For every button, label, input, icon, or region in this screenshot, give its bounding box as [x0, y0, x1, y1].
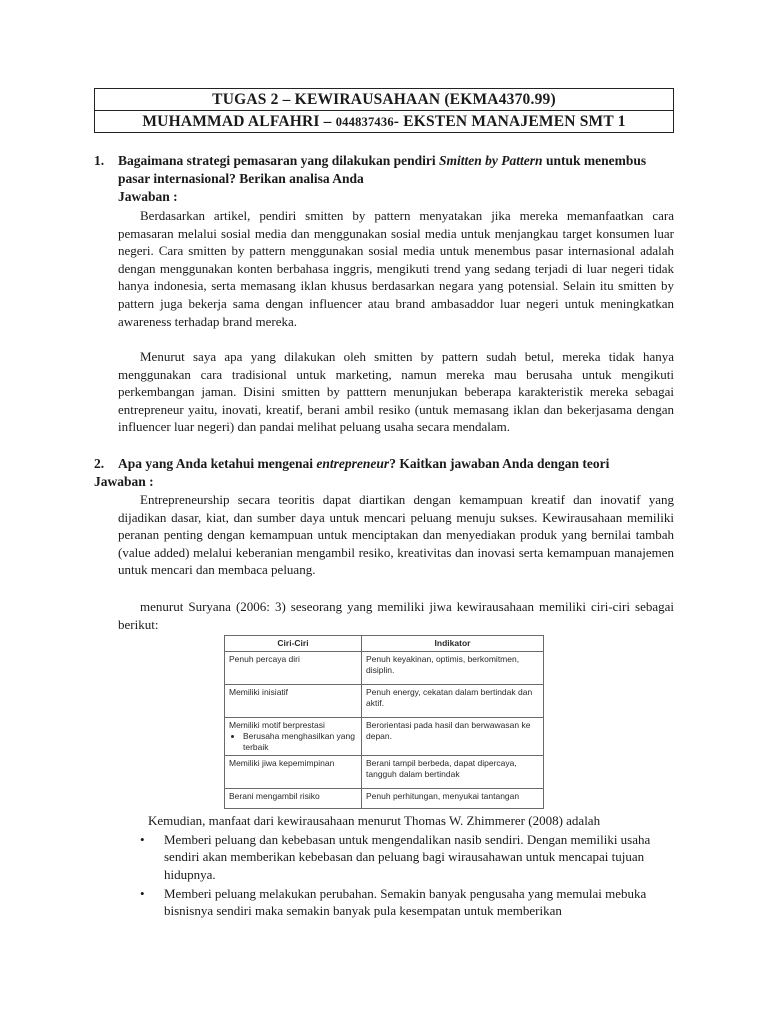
table-header-indikator: Indikator	[362, 636, 544, 652]
benefits-intro: Kemudian, manfaat dari kewirausahaan menurut Thomas W. Zhimmerer (2008) adalah	[148, 813, 601, 828]
table-row	[225, 685, 544, 718]
table-row	[225, 756, 544, 789]
answer-1-paragraph-1: Berdasarkan artikel, pendiri smitten by pattern menyatakan jika mereka memanfaatkan cara pemasaran melalui sosial media dan menggunakan sosial media untuk menjangkau target konsumen luar negeri. Cara smitten by pattern menggunakan sosial media untuk menembus pasar internasional adalah dengan menggunakan konten berbahasa inggris, mengikuti trend yang sedang terjadi di luar negeri tidak hanya indonesia, serta memasang iklan khusus berdasarkan negara yang potensial. Selain itu smitten by pattern juga bekerja sama dengan influencer atau brand ambasaddor luar negeri untuk meningkatkan awareness terhadap brand mereka.	[118, 208, 674, 329]
question-1-number: 1.	[94, 153, 105, 168]
question-2-emphasis: entrepreneur	[316, 456, 390, 471]
table-cell-indikator: Penuh perhitungan, menyukai tantangan	[362, 789, 544, 809]
question-2-number: 2.	[94, 456, 105, 471]
table-cell-indikator: Berani tampil berbeda, dapat dipercaya, tangguh dalam bertindak	[362, 756, 544, 789]
question-1-text: Bagaimana strategi pemasaran yang dilakukan pendiri Smitten by Pattern untuk menembus pasar internasional? Berikan analisa Anda	[118, 153, 647, 186]
benefit-text: Memberi peluang dan kebebasan untuk mengendalikan nasib sendiri. Dengan memiliki usaha sendiri akan memberikan kebebasan dan peluang bagi wirausahawan untuk mencapai tujuan hidupnya.	[164, 832, 651, 882]
question-2-text: Apa yang Anda ketahui mengenai entrepreneur? Kaitkan jawaban Anda dengan teori	[118, 456, 610, 471]
answer-2-paragraph-2: menurut Suryana (2006: 3) seseorang yang memiliki jiwa kewirausahaan memiliki ciri-ciri sebagai berikut:	[118, 599, 674, 632]
benefit-text: Memberi peluang melakukan perubahan. Semakin banyak pengusaha yang memulai mebuka bisnisnya sendiri maka semakin banyak pula kesempatan untuk memberikan	[164, 886, 647, 919]
student-info	[95, 110, 673, 132]
table-header-ciri: Ciri-Ciri	[225, 636, 362, 652]
table-cell-ciri: Memiliki inisiatif	[225, 685, 362, 718]
bullet-icon: •	[140, 886, 145, 901]
table-cell-indikator: Penuh energy, cekatan dalam bertindak dan aktif.	[362, 685, 544, 718]
table-cell-ciri: Berani mengambil risiko	[225, 789, 362, 809]
answer-2-label: Jawaban :	[94, 474, 154, 489]
student-name: MUHAMMAD ALFAHRI –	[142, 113, 336, 130]
question-1-emphasis: Smitten by Pattern	[439, 153, 543, 168]
table-row	[225, 789, 544, 809]
assignment-title: TUGAS 2 – KEWIRAUSAHAAN (EKMA4370.99)	[212, 91, 556, 108]
characteristics-table	[224, 635, 544, 809]
table-row	[225, 718, 544, 756]
table-cell-ciri: Penuh percaya diri	[225, 652, 362, 685]
table-cell-indikator: Penuh keyakinan, optimis, berkomitmen, disiplin.	[362, 652, 544, 685]
answer-1-label: Jawaban :	[118, 189, 178, 204]
table-cell-ciri: Memiliki motif berprestasi • Berusaha menghasilkan yang terbaik	[225, 718, 362, 756]
student-program: - EKSTEN MANAJEMEN SMT 1	[393, 113, 626, 130]
student-nim: 044837436	[335, 115, 394, 129]
table-header-row	[225, 636, 544, 652]
table-cell-ciri: Memiliki jiwa kepemimpinan	[225, 756, 362, 789]
table-row	[225, 652, 544, 685]
answer-2-paragraph-1: Entrepreneurship secara teoritis dapat diartikan dengan kemampuan kreatif dan inovatif yang dijadikan dasar, kiat, dan sumber daya untuk mencari peluang menuju sukses. Kewirausahaan memiliki peranan penting dengan kemampuan untuk menciptakan dan menyediakan produk yang bernilai tambah (value added) melalui keberanian mengambil resiko, kreativitas dan inovasi serta kemampuan manajemen untuk mencari dan membaca peluang.	[118, 492, 674, 578]
title-box	[94, 88, 674, 133]
table-cell-bullet-list: • Berusaha menghasilkan yang terbaik	[229, 731, 357, 753]
table-cell-indikator: Berorientasi pada hasil dan berwawasan ke depan.	[362, 718, 544, 756]
answer-1-paragraph-2: Menurut saya apa yang dilakukan oleh smitten by pattern sudah betul, mereka tidak hanya menggunakan cara tradisional untuk marketing, namun mereka mau berusaha untuk mengikuti perkembangan jaman. Disini smitten by patttern menunjukan beberapa karakteristik mereka sebagai entrepreneur yaitu, inovati, kreatif, berani ambil resiko (untuk memasang iklan dan bekerjasama dengan influencer luar negeri) dan pandai melihat peluang usaha secara mendalam.	[118, 349, 674, 435]
bullet-icon: •	[140, 832, 145, 847]
